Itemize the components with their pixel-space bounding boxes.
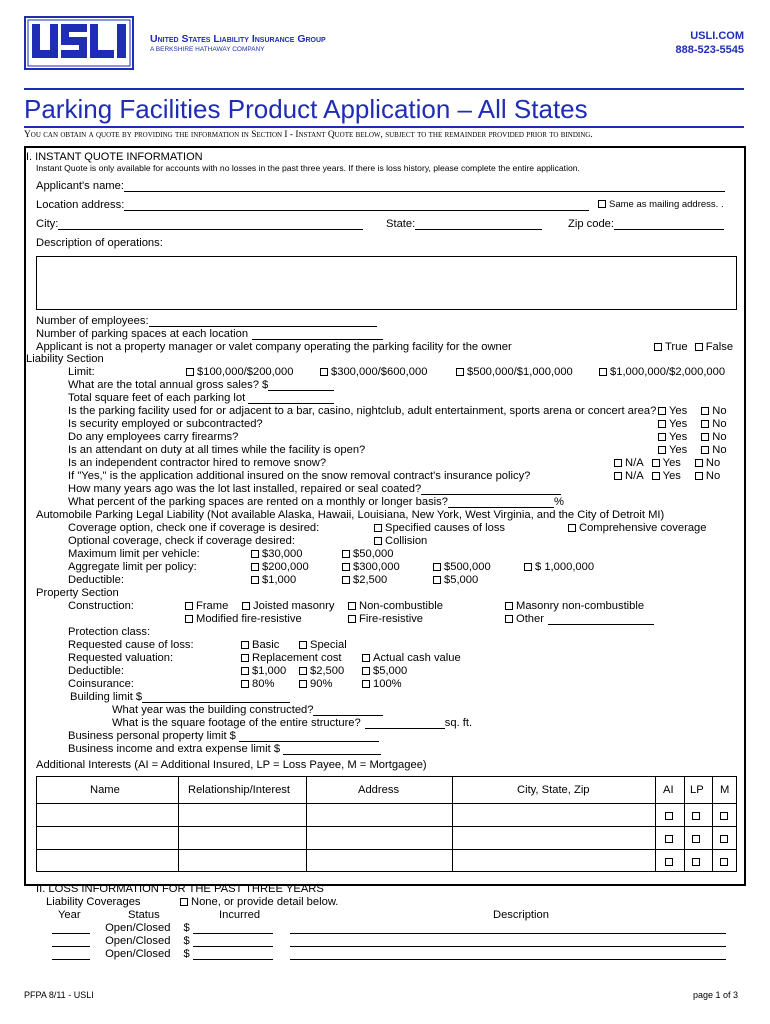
modified-checkbox[interactable] bbox=[185, 615, 193, 623]
col-m: M bbox=[720, 784, 730, 796]
max-30k[interactable] bbox=[251, 548, 302, 560]
no-label: No bbox=[712, 431, 727, 443]
pded-2500[interactable] bbox=[299, 665, 344, 677]
city-field[interactable] bbox=[58, 219, 363, 230]
coins-100[interactable] bbox=[362, 678, 402, 690]
true-checkbox[interactable] bbox=[654, 343, 662, 351]
limit-3-label: $500,000/$1,000,000 bbox=[467, 366, 573, 378]
masonry-option[interactable] bbox=[505, 600, 644, 612]
building-limit-field[interactable] bbox=[142, 692, 290, 703]
noncomb-checkbox[interactable] bbox=[348, 602, 356, 610]
replacement-option[interactable] bbox=[241, 652, 342, 664]
row3-checkboxes[interactable] bbox=[692, 856, 703, 868]
description-label: Description of operations: bbox=[36, 237, 163, 249]
table-col-line bbox=[684, 776, 685, 872]
applicant-name-row[interactable] bbox=[36, 180, 725, 192]
specified-label: Specified causes of loss bbox=[385, 522, 506, 534]
joisted-label: Joisted masonry bbox=[253, 600, 335, 612]
none-checkbox[interactable] bbox=[180, 898, 188, 906]
year-header: Year bbox=[58, 909, 81, 921]
yes-no-q4[interactable] bbox=[658, 444, 727, 456]
limit-label: Limit: bbox=[68, 366, 95, 378]
ded-5k-label: $5,000 bbox=[444, 574, 479, 586]
loss-row[interactable] bbox=[52, 922, 726, 934]
years-lot-row[interactable] bbox=[68, 483, 561, 495]
max-50k[interactable] bbox=[342, 548, 393, 560]
loss-row[interactable] bbox=[52, 948, 726, 960]
state-field[interactable] bbox=[415, 219, 542, 230]
state-row[interactable] bbox=[386, 218, 542, 230]
coins-100-label: 100% bbox=[373, 678, 402, 690]
percent-sign: % bbox=[553, 496, 564, 508]
section2-heading: II. LOSS INFORMATION FOR THE PAST THREE YEARS bbox=[36, 883, 324, 895]
spaces-row[interactable] bbox=[36, 328, 383, 340]
liability-coverages-label: Liability Coverages bbox=[46, 896, 141, 908]
prop-deductible-label: Deductible: bbox=[68, 665, 124, 677]
limit-4-checkbox[interactable] bbox=[599, 368, 607, 376]
agg-1m-label: $ 1,000,000 bbox=[535, 561, 595, 573]
false-checkbox[interactable] bbox=[695, 343, 703, 351]
yes-no-q3[interactable] bbox=[658, 431, 727, 443]
bpp-row[interactable] bbox=[68, 730, 379, 742]
row1-checkboxes[interactable] bbox=[665, 810, 676, 822]
joisted-checkbox[interactable] bbox=[242, 602, 250, 610]
coins-90-label: 90% bbox=[310, 678, 333, 690]
table-col-line bbox=[712, 776, 713, 872]
q6-yes-checkbox[interactable] bbox=[652, 472, 660, 480]
coins-80-label: 80% bbox=[252, 678, 275, 690]
agg-500k-checkbox[interactable] bbox=[433, 563, 441, 571]
aggregate-label: Aggregate limit per policy: bbox=[68, 561, 197, 573]
pded-2500-checkbox[interactable] bbox=[299, 667, 307, 675]
frame-option[interactable] bbox=[185, 600, 228, 612]
yes-label: Yes bbox=[662, 457, 681, 469]
building-limit-label: Building limit $ bbox=[70, 691, 143, 703]
table-col-line bbox=[655, 776, 656, 872]
intro-text: You can obtain a quote by providing the information in Section I - Instant Quote below, subject to the remainder provided prior to binding. bbox=[24, 130, 593, 140]
yes-no-q1[interactable] bbox=[658, 405, 727, 417]
yes-label: Yes bbox=[669, 418, 688, 430]
other-option[interactable] bbox=[505, 613, 654, 625]
yes-label: Yes bbox=[669, 405, 688, 417]
phone: 888-523-5545 bbox=[675, 44, 744, 56]
none-option[interactable] bbox=[180, 896, 338, 908]
fireres-label: Fire-resistive bbox=[359, 613, 424, 625]
coinsurance-label: Coinsurance: bbox=[68, 678, 134, 690]
pded-1k[interactable] bbox=[241, 665, 286, 677]
fireres-checkbox[interactable] bbox=[348, 615, 356, 623]
col-ai: AI bbox=[663, 784, 674, 796]
ded-2500[interactable] bbox=[342, 574, 387, 586]
company-subtitle: A BERKSHIRE HATHAWAY COMPANY bbox=[150, 46, 265, 53]
employees-label: Number of employees: bbox=[36, 315, 149, 327]
coins-90[interactable] bbox=[299, 678, 332, 690]
gross-sales-field[interactable] bbox=[268, 380, 334, 391]
row2-m-checkbox[interactable] bbox=[720, 835, 728, 843]
noncomb-label: Non-combustible bbox=[359, 600, 443, 612]
loss-status[interactable]: Open/Closed bbox=[105, 935, 171, 947]
dollar-label: $ bbox=[183, 935, 190, 947]
limit-3-checkbox[interactable] bbox=[456, 368, 464, 376]
description-header: Description bbox=[493, 909, 549, 921]
agg-500k[interactable] bbox=[433, 561, 491, 573]
usli-logo-graphic bbox=[24, 16, 134, 70]
auto-deductible-label: Deductible: bbox=[68, 574, 124, 586]
loss-year-field[interactable] bbox=[52, 949, 90, 960]
noncomb-option[interactable] bbox=[348, 600, 443, 612]
yes-no-q2[interactable] bbox=[658, 418, 727, 430]
sq-feet-field[interactable] bbox=[248, 393, 334, 404]
location-field[interactable] bbox=[124, 200, 589, 211]
true-label: True bbox=[665, 341, 688, 353]
q2-yes-checkbox[interactable] bbox=[658, 420, 666, 428]
zip-row[interactable] bbox=[568, 218, 724, 230]
same-mailing-checkbox[interactable] bbox=[598, 200, 606, 208]
agg-1m-checkbox[interactable] bbox=[524, 563, 532, 571]
website: USLI.COM bbox=[690, 30, 744, 42]
row2-ai-checkbox[interactable] bbox=[665, 835, 673, 843]
collision-checkbox[interactable] bbox=[374, 537, 382, 545]
income-row[interactable] bbox=[68, 743, 381, 755]
comprehensive-checkbox[interactable] bbox=[568, 524, 576, 532]
pded-5k-checkbox[interactable] bbox=[362, 667, 370, 675]
masonry-checkbox[interactable] bbox=[505, 602, 513, 610]
title-rule-bottom bbox=[24, 126, 744, 128]
incurred-header: Incurred bbox=[219, 909, 261, 921]
basic-option[interactable] bbox=[241, 639, 279, 651]
auto-heading: Automobile Parking Legal Liability (Not available Alaska, Hawaii, Louisiana, New York, West Virginia, and the City of Detroit MI) bbox=[36, 509, 665, 521]
zip-label: Zip code: bbox=[568, 218, 615, 230]
q3-yes-checkbox[interactable] bbox=[658, 433, 666, 441]
row1-checkboxes[interactable] bbox=[720, 810, 731, 822]
limit-1-checkbox[interactable] bbox=[186, 368, 194, 376]
coins-90-checkbox[interactable] bbox=[299, 680, 307, 688]
liability-q1: Is the parking facility used for or adjacent to a bar, casino, nightclub, adult entertainment, sports arena or concert area? bbox=[68, 405, 657, 417]
status-header: Status bbox=[128, 909, 160, 921]
masonry-label: Masonry non-combustible bbox=[516, 600, 645, 612]
row2-checkboxes[interactable] bbox=[720, 833, 731, 845]
col-relationship: Relationship/Interest bbox=[188, 784, 290, 796]
pded-1k-label: $1,000 bbox=[252, 665, 287, 677]
liability-q4: Is an attendant on duty at all times while the facility is open? bbox=[68, 444, 366, 456]
max-30k-label: $30,000 bbox=[262, 548, 303, 560]
collision-option[interactable] bbox=[374, 535, 427, 547]
employees-row[interactable] bbox=[36, 315, 377, 327]
row1-lp-checkbox[interactable] bbox=[692, 812, 700, 820]
sq-footage-label: What is the square footage of the entire structure? bbox=[112, 717, 361, 729]
liability-q3: Do any employees carry firearms? bbox=[68, 431, 239, 443]
building-limit-row[interactable] bbox=[70, 691, 290, 703]
max-30k-checkbox[interactable] bbox=[251, 550, 259, 558]
loss-description-field[interactable] bbox=[290, 949, 726, 960]
row3-m-checkbox[interactable] bbox=[720, 858, 728, 866]
pded-2500-label: $2,500 bbox=[310, 665, 345, 677]
agg-300k[interactable] bbox=[342, 561, 400, 573]
property-heading: Property Section bbox=[36, 587, 119, 599]
row2-checkboxes[interactable] bbox=[665, 833, 676, 845]
no-label: No bbox=[712, 405, 727, 417]
table-row-line bbox=[36, 803, 737, 804]
loss-row[interactable] bbox=[52, 935, 726, 947]
page-number: page 1 of 3 bbox=[692, 990, 738, 1000]
agg-1m[interactable] bbox=[524, 561, 594, 573]
valuation-label: Requested valuation: bbox=[68, 652, 174, 664]
applicant-name-label: Applicant's name: bbox=[36, 180, 124, 192]
year-built-row[interactable] bbox=[112, 704, 383, 716]
table-col-line bbox=[306, 776, 307, 872]
modified-option[interactable] bbox=[185, 613, 302, 625]
limit-2-checkbox[interactable] bbox=[320, 368, 328, 376]
no-label: No bbox=[705, 470, 721, 482]
q3-no-checkbox[interactable] bbox=[701, 433, 709, 441]
agg-500k-label: $500,000 bbox=[444, 561, 491, 573]
income-field[interactable] bbox=[283, 744, 381, 755]
description-box[interactable] bbox=[36, 256, 737, 310]
q2-no-checkbox[interactable] bbox=[701, 420, 709, 428]
income-label: Business income and extra expense limit $ bbox=[68, 743, 281, 755]
limit-option-3[interactable] bbox=[456, 366, 573, 378]
yes-label: Yes bbox=[669, 444, 688, 456]
no-label: No bbox=[712, 444, 727, 456]
row3-ai-checkbox[interactable] bbox=[665, 858, 673, 866]
ded-2500-checkbox[interactable] bbox=[342, 576, 350, 584]
basic-label: Basic bbox=[252, 639, 280, 651]
row1-m-checkbox[interactable] bbox=[720, 812, 728, 820]
col-lp: LP bbox=[690, 784, 704, 796]
specified-option[interactable] bbox=[374, 522, 505, 534]
max-50k-checkbox[interactable] bbox=[342, 550, 350, 558]
years-lot-field[interactable] bbox=[421, 484, 561, 495]
specified-checkbox[interactable] bbox=[374, 524, 382, 532]
limit-2-label: $300,000/$600,000 bbox=[331, 366, 428, 378]
ded-5k[interactable] bbox=[433, 574, 478, 586]
section1-note: Instant Quote is only available for accounts with no losses in the past three years. If there is loss history, please complete the entire application. bbox=[36, 163, 580, 173]
not-manager-label: Applicant is not a property manager or valet company operating the parking facility for the owner bbox=[36, 341, 512, 353]
sq-ft-label: sq. ft. bbox=[444, 717, 473, 729]
applicant-name-field[interactable] bbox=[124, 181, 725, 192]
liability-heading: Liability Section bbox=[26, 353, 104, 365]
q5-na-checkbox[interactable] bbox=[614, 459, 622, 467]
q4-yes-checkbox[interactable] bbox=[658, 446, 666, 454]
coins-80[interactable] bbox=[241, 678, 274, 690]
max-vehicle-label: Maximum limit per vehicle: bbox=[68, 548, 200, 560]
table-row-line bbox=[36, 826, 737, 827]
row3-checkboxes[interactable] bbox=[720, 856, 731, 868]
limit-1-label: $100,000/$200,000 bbox=[197, 366, 294, 378]
loss-status[interactable]: Open/Closed bbox=[105, 948, 171, 960]
col-address: Address bbox=[358, 784, 400, 796]
loss-status[interactable]: Open/Closed bbox=[105, 922, 171, 934]
limit-4-label: $1,000,000/$2,000,000 bbox=[610, 366, 726, 378]
city-label: City: bbox=[36, 218, 59, 230]
city-row[interactable] bbox=[36, 218, 363, 230]
spaces-label: Number of parking spaces at each location bbox=[36, 328, 249, 340]
row2-lp-checkbox[interactable] bbox=[692, 835, 700, 843]
row3-checkboxes[interactable] bbox=[665, 856, 676, 868]
q5-no-checkbox[interactable] bbox=[695, 459, 703, 467]
yes-label: Yes bbox=[662, 470, 681, 482]
col-city: City, State, Zip bbox=[517, 784, 590, 796]
other-checkbox[interactable] bbox=[505, 615, 513, 623]
sq-feet-label: Total square feet of each parking lot bbox=[68, 392, 246, 404]
special-option[interactable] bbox=[299, 639, 347, 651]
na-label: N/A bbox=[625, 457, 644, 469]
fireres-option[interactable] bbox=[348, 613, 423, 625]
liability-q5: Is an independent contractor hired to remove snow? bbox=[68, 457, 327, 469]
year-built-label: What year was the building constructed? bbox=[112, 704, 314, 716]
loss-year-field[interactable] bbox=[52, 923, 90, 934]
row1-ai-checkbox[interactable] bbox=[665, 812, 673, 820]
bpp-field[interactable] bbox=[239, 731, 379, 742]
page-title: Parking Facilities Product Application – All States bbox=[24, 94, 588, 124]
table-col-line bbox=[452, 776, 453, 872]
ded-1k-checkbox[interactable] bbox=[251, 576, 259, 584]
q1-yes-checkbox[interactable] bbox=[658, 407, 666, 415]
row2-checkboxes[interactable] bbox=[692, 833, 703, 845]
false-label: False bbox=[705, 341, 734, 353]
title-rule-top bbox=[24, 88, 744, 90]
coins-80-checkbox[interactable] bbox=[241, 680, 249, 688]
agg-200k-checkbox[interactable] bbox=[251, 563, 259, 571]
agg-200k[interactable] bbox=[251, 561, 309, 573]
col-name: Name bbox=[90, 784, 120, 796]
year-built-field[interactable] bbox=[313, 705, 383, 716]
replacement-checkbox[interactable] bbox=[241, 654, 249, 662]
coverage-option-label: Coverage option, check one if coverage is desired: bbox=[68, 522, 320, 534]
limit-option-4[interactable] bbox=[599, 366, 725, 378]
max-50k-label: $50,000 bbox=[353, 548, 394, 560]
interests-heading: Additional Interests (AI = Additional Insured, LP = Loss Payee, M = Mortgagee) bbox=[36, 759, 427, 771]
agg-300k-checkbox[interactable] bbox=[342, 563, 350, 571]
loss-description-field[interactable] bbox=[290, 936, 726, 947]
protection-label: Protection class: bbox=[68, 626, 151, 638]
q6-na-checkbox[interactable] bbox=[614, 472, 622, 480]
dollar-label: $ bbox=[183, 922, 190, 934]
ded-1k[interactable] bbox=[251, 574, 296, 586]
gross-sales-row[interactable] bbox=[68, 379, 334, 391]
ded-5k-checkbox[interactable] bbox=[433, 576, 441, 584]
loss-incurred-field[interactable] bbox=[193, 949, 273, 960]
q5-yes-checkbox[interactable] bbox=[652, 459, 660, 467]
pded-1k-checkbox[interactable] bbox=[241, 667, 249, 675]
true-false[interactable] bbox=[654, 341, 733, 353]
agg-300k-label: $300,000 bbox=[353, 561, 400, 573]
agg-200k-label: $200,000 bbox=[262, 561, 309, 573]
form-id: PFPA 8/11 - USLI bbox=[24, 990, 94, 1000]
years-lot-label: How many years ago was the lot last installed, repaired or seal coated? bbox=[68, 483, 422, 495]
frame-label: Frame bbox=[196, 600, 229, 612]
company-name: United States Liability Insurance Group bbox=[150, 33, 326, 45]
liability-q2: Is security employed or subcontracted? bbox=[68, 418, 263, 430]
yes-no-q5[interactable] bbox=[614, 457, 720, 469]
pded-5k-label: $5,000 bbox=[373, 665, 408, 677]
comprehensive-label: Comprehensive coverage bbox=[579, 522, 707, 534]
limit-option-1[interactable] bbox=[186, 366, 293, 378]
state-label: State: bbox=[386, 218, 416, 230]
special-checkbox[interactable] bbox=[299, 641, 307, 649]
yes-label: Yes bbox=[669, 431, 688, 443]
other-label: Other bbox=[516, 613, 544, 625]
optional-label: Optional coverage, check if coverage desired: bbox=[68, 535, 295, 547]
gross-sales-label: What are the total annual gross sales? $ bbox=[68, 379, 269, 391]
q6-no-checkbox[interactable] bbox=[695, 472, 703, 480]
same-mailing-label: Same as mailing address. . bbox=[609, 199, 724, 210]
usli-logo bbox=[24, 16, 134, 70]
sq-footage-field[interactable] bbox=[365, 718, 445, 729]
q4-no-checkbox[interactable] bbox=[701, 446, 709, 454]
loss-incurred-field[interactable] bbox=[193, 923, 273, 934]
loss-description-field[interactable] bbox=[290, 923, 726, 934]
other-field[interactable] bbox=[548, 614, 654, 625]
basic-checkbox[interactable] bbox=[241, 641, 249, 649]
q1-no-checkbox[interactable] bbox=[701, 407, 709, 415]
coins-100-checkbox[interactable] bbox=[362, 680, 370, 688]
none-label: None, or provide detail below. bbox=[191, 896, 339, 908]
replacement-label: Replacement cost bbox=[252, 652, 342, 664]
zip-field[interactable] bbox=[614, 219, 724, 230]
ded-1k-label: $1,000 bbox=[262, 574, 297, 586]
no-label: No bbox=[705, 457, 721, 469]
no-label: No bbox=[712, 418, 727, 430]
percent-label: What percent of the parking spaces are rented on a monthly or longer basis? bbox=[68, 496, 448, 508]
sq-footage-row[interactable] bbox=[112, 717, 472, 729]
acv-label: Actual cash value bbox=[373, 652, 461, 664]
row1-checkboxes[interactable] bbox=[692, 810, 703, 822]
spaces-field[interactable] bbox=[252, 329, 383, 340]
location-label: Location address: bbox=[36, 199, 125, 211]
loss-incurred-field[interactable] bbox=[193, 936, 273, 947]
comprehensive-option[interactable] bbox=[568, 522, 706, 534]
acv-checkbox[interactable] bbox=[362, 654, 370, 662]
row3-lp-checkbox[interactable] bbox=[692, 858, 700, 866]
bpp-label: Business personal property limit $ bbox=[68, 730, 236, 742]
acv-option[interactable] bbox=[362, 652, 461, 664]
frame-checkbox[interactable] bbox=[185, 602, 193, 610]
table-row-line bbox=[36, 849, 737, 850]
yes-no-q6[interactable] bbox=[614, 470, 720, 482]
pded-5k[interactable] bbox=[362, 665, 407, 677]
table-col-line bbox=[178, 776, 179, 872]
loss-year-field[interactable] bbox=[52, 936, 90, 947]
collision-label: Collision bbox=[385, 535, 428, 547]
section1-heading: I. INSTANT QUOTE INFORMATION bbox=[26, 151, 203, 163]
same-mailing[interactable] bbox=[598, 199, 724, 210]
liability-q6: If "Yes," is the application additional insured on the snow removal contract's insurance policy? bbox=[68, 470, 531, 482]
cause-label: Requested cause of loss: bbox=[68, 639, 194, 651]
percent-field[interactable] bbox=[448, 497, 554, 508]
special-label: Special bbox=[310, 639, 347, 651]
na-label: N/A bbox=[625, 470, 644, 482]
ded-2500-label: $2,500 bbox=[353, 574, 388, 586]
modified-label: Modified fire-resistive bbox=[196, 613, 302, 625]
joisted-option[interactable] bbox=[242, 600, 334, 612]
limit-option-2[interactable] bbox=[320, 366, 427, 378]
percent-row[interactable] bbox=[68, 496, 564, 508]
employees-field[interactable] bbox=[149, 316, 377, 327]
sq-feet-row[interactable] bbox=[68, 392, 334, 404]
location-row[interactable] bbox=[36, 199, 589, 211]
dollar-label: $ bbox=[183, 948, 190, 960]
construction-label: Construction: bbox=[68, 600, 134, 612]
